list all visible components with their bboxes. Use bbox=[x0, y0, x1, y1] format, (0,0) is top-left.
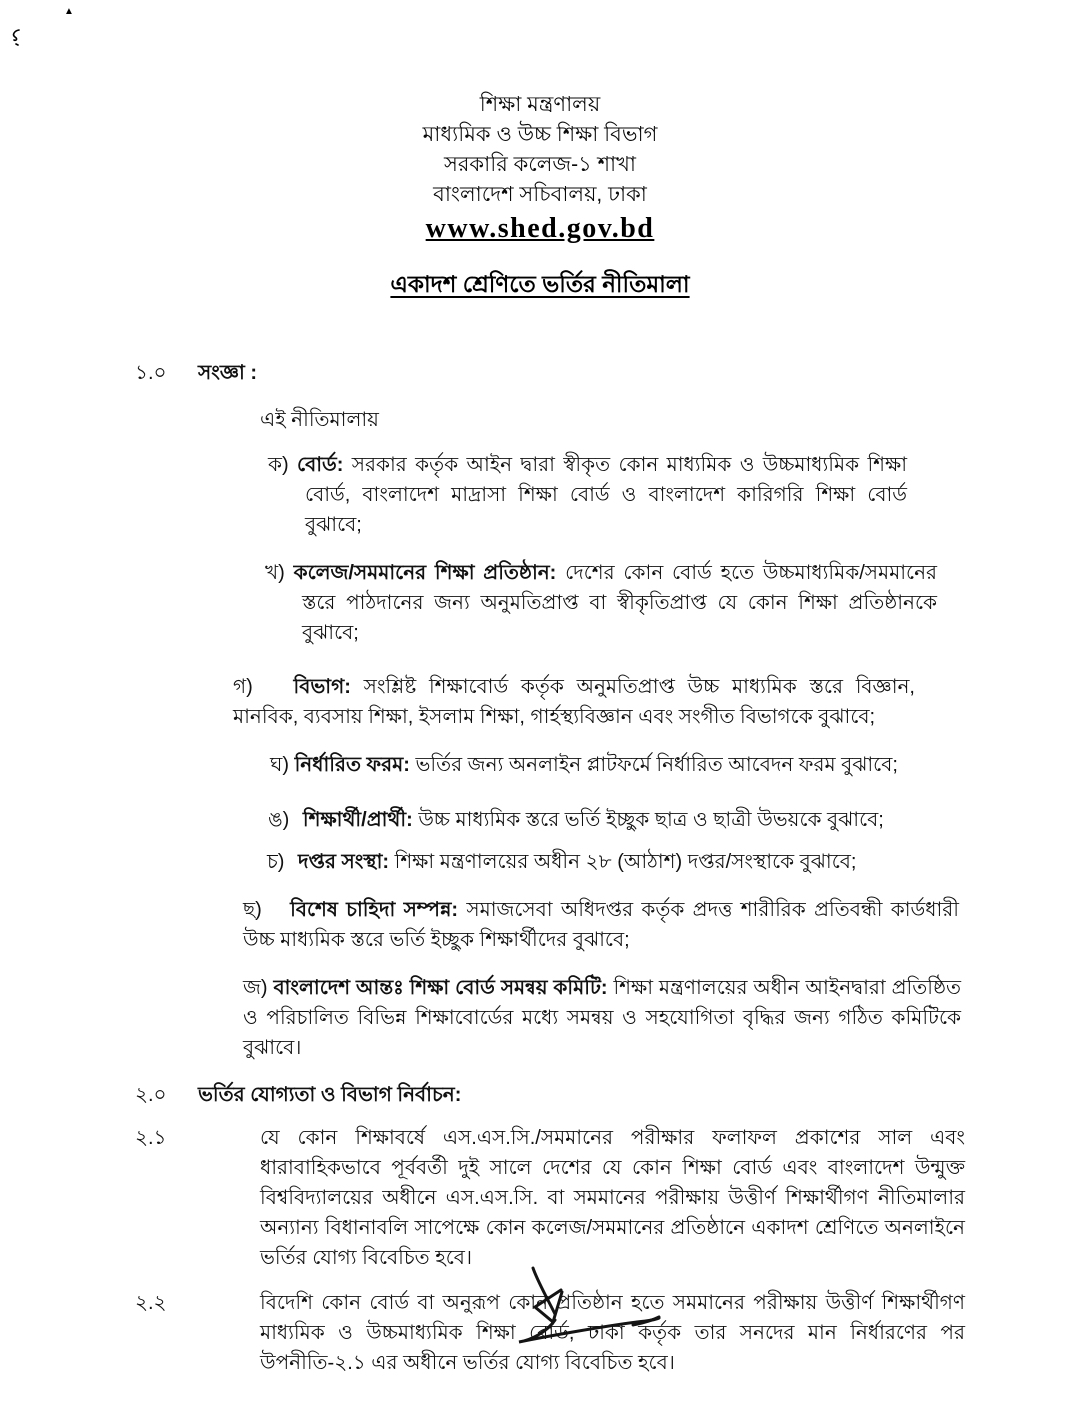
item-term: কলেজ/সমমানের শিক্ষা প্রতিষ্ঠান: bbox=[293, 562, 557, 584]
item-label: গ) bbox=[233, 676, 253, 698]
item-term: বিশেষ চাহিদা সম্পন্ন: bbox=[290, 899, 459, 921]
item-text: সমাজসেবা অধিদপ্তর কর্তৃক প্রদত্ত শারীরিক প্রতিবন্ধী কার্ডধারী উচ্চ মাধ্যমিক স্তরে ভর্তি ইচ্ছুক শিক্ষার্থীদের বুঝাবে; bbox=[243, 899, 959, 951]
item-text: সংশ্লিষ্ট শিক্ষাবোর্ড কর্তৃক অনুমতিপ্রাপ্ত উচ্চ মাধ্যমিক স্তরে বিজ্ঞান, মানবিক, ব্যবসায় শিক্ষা, ইসলাম শিক্ষা, গার্হস্থ্যবিজ্ঞান এবং সংগীত বিভাগকে বুঝাবে; bbox=[233, 676, 915, 728]
subsection-text: যে কোন শিক্ষাবর্ষে এস.এস.সি./সমমানের পরীক্ষার ফলাফল প্রকাশের সাল এবং ধারাবাহিকভাবে পূর্ববর্তী দুই সালে দেশের যে কোন শিক্ষা বোর্ড এবং বাংলাদেশ উন্মুক্ত বিশ্ববিদ্যালয়ের অধীনে এস.এস.সি. বা সমমানের পরীক্ষায় উত্তীর্ণ শিক্ষার্থীগণ নীতিমালার অন্যান্য বিধানাবলি সাপেক্ষে কোন কলেজ/সমমানের প্রতিষ্ঠানে একাদশ শ্রেণিতে অনলাইনে ভর্তির যোগ্য বিবেচিত হবে। bbox=[260, 1127, 965, 1269]
item-text: দেশের কোন বোর্ড হতে উচ্চমাধ্যমিক/সমমানের স্তরে পাঠদানের জন্য অনুমতিপ্রাপ্ত বা স্বীকৃতিপ্রাপ্ত যে কোন শিক্ষা প্রতিষ্ঠানকে বুঝাবে; bbox=[302, 562, 938, 644]
definition-item-cha bbox=[135, 847, 965, 877]
section-heading: সংজ্ঞা : bbox=[198, 362, 257, 384]
definition-item-ga bbox=[135, 672, 965, 732]
section-1-heading-row bbox=[135, 358, 965, 388]
document-title: একাদশ শ্রেণিতে ভর্তির নীতিমালা bbox=[390, 271, 690, 297]
division-name: মাধ্যমিক ও উচ্চ শিক্ষা বিভাগ bbox=[422, 123, 658, 146]
section-number: ২.০ bbox=[135, 1084, 167, 1106]
ministry-name: শিক্ষা মন্ত্রণালয় bbox=[479, 93, 601, 116]
section-number: ১.০ bbox=[135, 362, 167, 384]
item-text: সরকার কর্তৃক আইন দ্বারা স্বীকৃত কোন মাধ্যমিক ও উচ্চমাধ্যমিক শিক্ষা বোর্ড, বাংলাদেশ মাদ্রাসা শিক্ষা বোর্ড ও বাংলাদেশ কারিগরি শিক্ষা বোর্ড বুঝাবে; bbox=[305, 454, 908, 536]
section-heading: ভর্তির যোগ্যতা ও বিভাগ নির্বাচন: bbox=[198, 1084, 462, 1106]
item-term: বোর্ড: bbox=[297, 454, 344, 476]
item-text: ভর্তির জন্য অনলাইন প্লাটফর্মে নির্ধারিত আবেদন ফরম বুঝাবে; bbox=[415, 754, 898, 776]
item-label: জ) bbox=[243, 977, 268, 999]
subsection-text: বিদেশি কোন বোর্ড বা অনুরূপ কোন প্রতিষ্ঠান হতে সমমানের পরীক্ষায় উত্তীর্ণ শিক্ষার্থীগণ মাধ্যমিক ও উচ্চমাধ্যমিক শিক্ষা বোর্ড, ঢাকা কর্তৃক তার সনদের মান নির্ধারণের পর উপনীতি-২.১ এর অধীনে ভর্তির যোগ্য বিবেচিত হবে। bbox=[260, 1292, 965, 1374]
item-text: শিক্ষা মন্ত্রণালয়ের অধীন ২৮ (আঠাশ) দপ্তর/সংস্থাকে বুঝাবে; bbox=[394, 851, 857, 873]
section-1-intro: এই নীতিমালায় bbox=[260, 409, 379, 431]
item-text: শিক্ষা মন্ত্রণালয়ের অধীন আইনদ্বারা প্রতিষ্ঠিত ও পরিচালিত বিভিন্ন শিক্ষাবোর্ডের মধ্যে সমন্বয় ও সহযোগিতা বৃদ্ধির জন্য গঠিত কমিটিকে বুঝাবে। bbox=[243, 977, 961, 1059]
item-label: ঘ) bbox=[270, 754, 290, 776]
item-term: দপ্তর সংস্থা: bbox=[298, 851, 390, 873]
address-line: বাংলাদেশ সচিবালয়, ঢাকা bbox=[433, 183, 647, 206]
definition-item-kha bbox=[135, 558, 965, 648]
item-term: নির্ধারিত ফরম: bbox=[294, 754, 410, 776]
branch-name: সরকারি কলেজ-১ শাখা bbox=[443, 153, 636, 176]
item-term: শিক্ষার্থী/প্রার্থী: bbox=[302, 809, 413, 831]
item-term: বিভাগ: bbox=[293, 676, 351, 698]
website-url: www.shed.gov.bd bbox=[425, 213, 655, 244]
section-2-heading-row bbox=[135, 1080, 965, 1110]
definition-item-ka bbox=[135, 450, 965, 540]
definition-item-uma bbox=[135, 805, 965, 835]
item-term: বাংলাদেশ আন্তঃ শিক্ষা বোর্ড সমন্বয় কমিটি: bbox=[273, 977, 608, 999]
scan-squiggle-icon bbox=[10, 28, 24, 46]
item-label: ঙ) bbox=[268, 809, 290, 831]
item-label: ক) bbox=[268, 454, 289, 476]
item-label: ছ) bbox=[243, 899, 262, 921]
document-header bbox=[0, 90, 1080, 305]
item-label: খ) bbox=[265, 562, 285, 584]
definition-item-chha bbox=[135, 895, 965, 955]
definition-item-gha bbox=[135, 750, 965, 780]
item-text: উচ্চ মাধ্যমিক স্তরে ভর্তি ইচ্ছুক ছাত্র ও ছাত্রী উভয়কে বুঝাবে; bbox=[418, 809, 884, 831]
subsection-2-1 bbox=[135, 1123, 965, 1273]
subsection-number: ২.২ bbox=[135, 1292, 167, 1314]
document-body bbox=[135, 358, 965, 1378]
handwritten-signature bbox=[455, 1262, 735, 1382]
item-label: চ) bbox=[267, 851, 285, 873]
subsection-number: ২.১ bbox=[135, 1127, 167, 1149]
scan-speck-icon: ▲ bbox=[64, 6, 74, 17]
definition-item-ja bbox=[135, 973, 965, 1063]
